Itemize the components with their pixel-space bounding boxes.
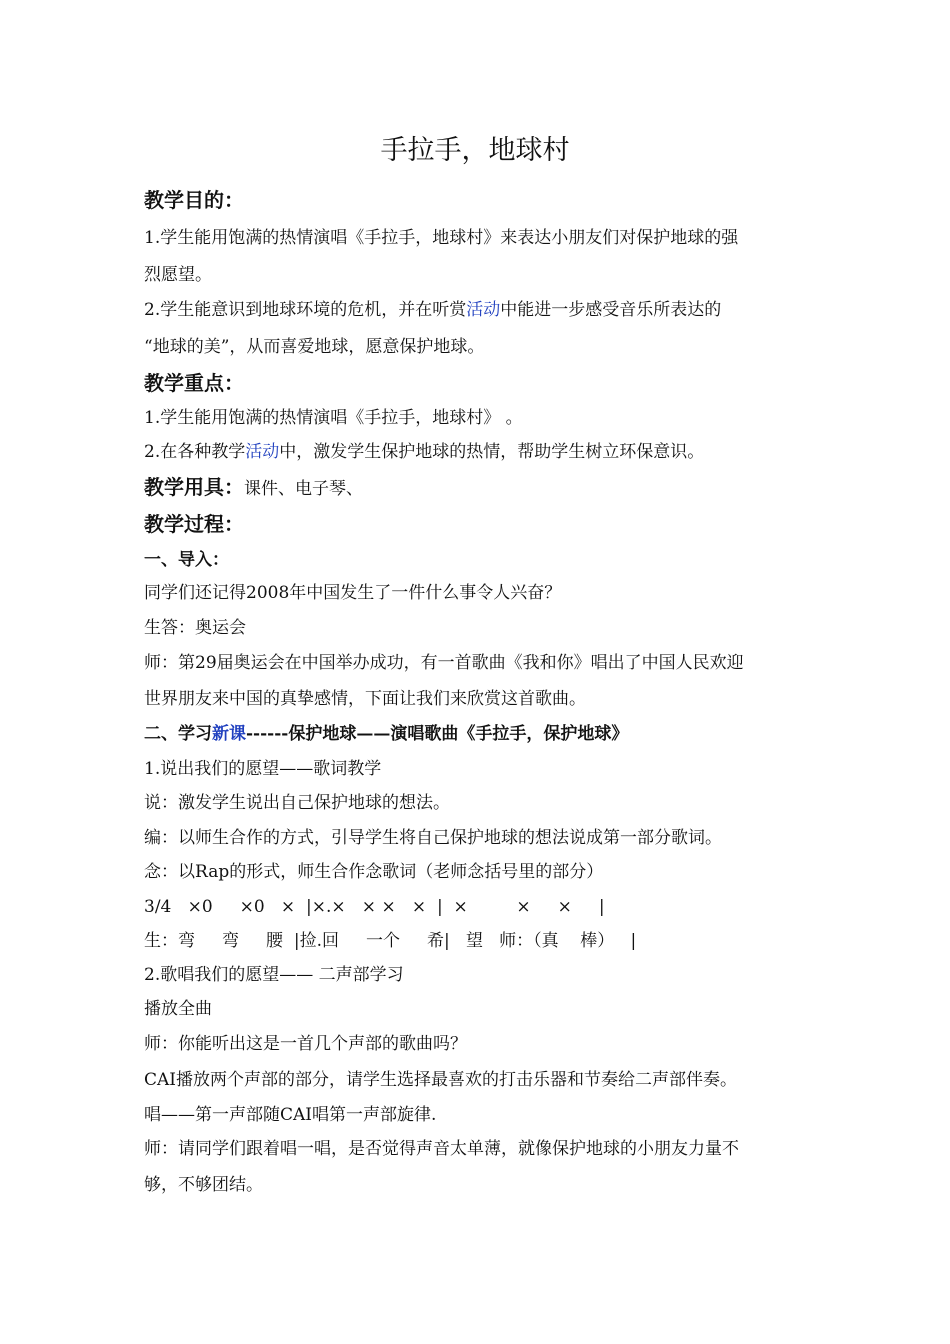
section-2-line-8: CAI播放两个声部的部分，请学生选择最喜欢的打击乐器和节奏给二声部伴奏。 xyxy=(144,1070,737,1090)
focus-line-2-b: 中，激发学生保护地球的热情，帮助学生树立环保意识。 xyxy=(279,442,705,462)
focus-heading: 教学重点： xyxy=(144,371,244,395)
goal-line-3 xyxy=(144,298,824,322)
tools-heading: 教学用具： xyxy=(144,475,244,499)
tools-line xyxy=(144,475,824,501)
section-2-line-6: 播放全曲 xyxy=(144,999,212,1019)
section-2-line-9: 唱——第一声部随CAI唱第一声部旋律. xyxy=(144,1105,437,1125)
rhythm-line: 3/4 ×0 ×0 × |×.× × × × | × × × | xyxy=(144,897,605,917)
activity-link[interactable]: 活动 xyxy=(466,300,501,320)
section-2-line-11: 够，不够团结。 xyxy=(144,1175,263,1195)
section-2-line-4: 念：以Rap的形式，师生合作念歌词（老师念括号里的部分） xyxy=(144,862,604,882)
goal-line-2: 烈愿望。 xyxy=(144,265,212,285)
section-1-line-4: 世界朋友来中国的真挚感情，下面让我们来欣赏这首歌曲。 xyxy=(144,689,586,709)
section-2-line-2: 说：激发学生说出自己保护地球的想法。 xyxy=(144,793,450,813)
goal-line-4: “地球的美”，从而喜爱地球，愿意保护地球。 xyxy=(144,337,485,357)
process-heading: 教学过程： xyxy=(144,512,244,536)
goal-line-3-a: 2.学生能意识到地球环境的危机，并在听赏 xyxy=(144,300,467,320)
section-2-line-1: 1.说出我们的愿望——歌词教学 xyxy=(144,759,382,779)
section-2-heading-a: 二、学习 xyxy=(144,724,212,744)
goal-line-1: 1.学生能用饱满的热情演唱《手拉手，地球村》来表达小朋友们对保护地球的强 xyxy=(144,228,739,248)
section-1-line-2: 生答：奥运会 xyxy=(144,618,246,638)
tools-text: 课件、电子琴、 xyxy=(244,479,363,499)
section-1-line-3: 师：第29届奥运会在中国举办成功，有一首歌曲《我和你》唱出了中国人民欢迎 xyxy=(144,653,744,673)
section-2-heading-b: ------保护地球——演唱歌曲《手拉手，保护地球》 xyxy=(246,724,629,744)
focus-line-2-a: 2.在各种教学 xyxy=(144,442,246,462)
focus-line-1: 1.学生能用饱满的热情演唱《手拉手，地球村》 。 xyxy=(144,408,523,428)
section-1-line-1: 同学们还记得2008年中国发生了一件什么事令人兴奋？ xyxy=(144,583,562,603)
new-lesson-link[interactable]: 新课 xyxy=(212,724,246,744)
section-1-heading: 一、导入： xyxy=(144,550,229,570)
section-2-line-10: 师：请同学们跟着唱一唱，是否觉得声音太单薄，就像保护地球的小朋友力量不 xyxy=(144,1139,739,1159)
goal-heading: 教学目的： xyxy=(144,188,244,212)
section-2-line-3: 编：以师生合作的方式，引导学生将自己保护地球的想法说成第一部分歌词。 xyxy=(144,828,722,848)
section-2-heading xyxy=(144,722,824,746)
lyrics-line: 生：弯 弯 腰 |捡.回 一个 希| 望 师：（真 棒） | xyxy=(144,931,637,951)
section-2-line-5: 2.歌唱我们的愿望—— 二声部学习 xyxy=(144,965,404,985)
goal-line-3-b: 中能进一步感受音乐所表达的 xyxy=(500,300,722,320)
document-title: 手拉手，地球村 xyxy=(380,135,570,166)
activity-link-2[interactable]: 活动 xyxy=(245,442,280,462)
focus-line-2 xyxy=(144,440,824,464)
section-2-line-7: 师：你能听出这是一首几个声部的歌曲吗？ xyxy=(144,1034,467,1054)
